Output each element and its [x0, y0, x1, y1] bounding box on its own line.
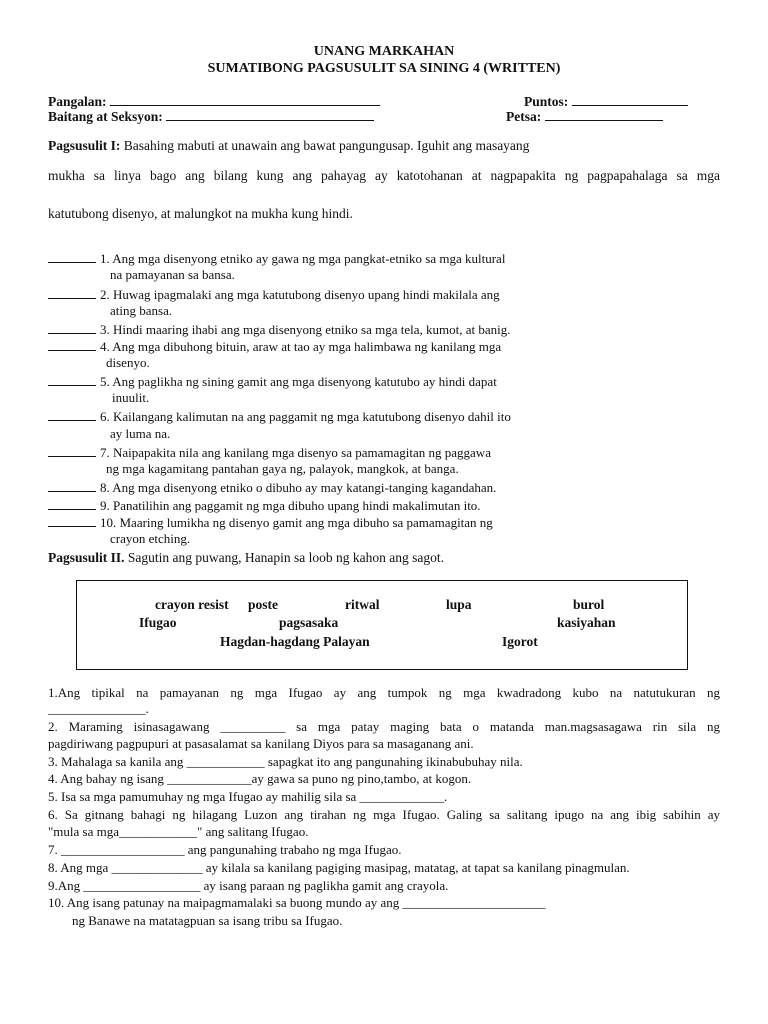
part1-item-6-cont: ay luma na. — [110, 426, 171, 441]
part2-label: Pagsusulit II. — [48, 550, 125, 565]
choice-pagsasaka: pagsasaka — [279, 615, 339, 630]
question-10-line2: ng Banawe na matatagpuan sa isang tribu sa Ifugao. — [72, 913, 343, 928]
part1-item-10-cont: crayon etching. — [110, 531, 191, 546]
answer-blank[interactable] — [48, 250, 96, 263]
answer-blank[interactable] — [48, 497, 96, 510]
part1-instruction-line2: mukha sa linya bago ang bilang kung ang pahayag ay katotohanan at nagpapakita ng pagpapahalaga sa mga — [48, 168, 720, 183]
part1-label: Pagsusulit I: — [48, 138, 121, 153]
question-6-line1: 6. Sa gitnang bahagi ng hilagang Luzon ang tirahan ng mga Ifugao. Galing sa salitang ipugo na ang ibig sabihin ay — [48, 807, 720, 822]
part1-instruction-line1 — [48, 138, 720, 154]
name-line — [110, 93, 380, 106]
part1-instruction-text: Basahing mabuti at unawain ang bawat pangungusap. Iguhit ang masayang — [123, 138, 530, 153]
name-label: Pangalan: — [48, 94, 107, 109]
grade-section-label: Baitang at Seksyon: — [48, 109, 163, 124]
answer-blank[interactable] — [48, 514, 96, 527]
choice-poste: poste — [248, 597, 278, 612]
part1-item-7: 7. Naipapakita nila ang kanilang mga disenyo sa pamamagitan ng paggawa — [48, 444, 491, 461]
question-2-line2: pagdiriwang pagpupuri at pasasalamat sa kanilang Diyos para sa masaganang ani. — [48, 736, 474, 751]
part1-instruction-line3: katutubong disenyo, at malungkot na mukha kung hindi. — [48, 206, 353, 221]
part1-item-5-cont: inuulit. — [112, 390, 150, 405]
answer-blank[interactable] — [48, 408, 96, 421]
part1-item-2: 2. Huwag ipagmalaki ang mga katutubong disenyo upang hindi makilala ang — [48, 286, 500, 303]
answer-blank[interactable] — [48, 321, 96, 334]
choice-burol: burol — [573, 597, 605, 612]
choice-ritwal: ritwal — [345, 597, 380, 612]
answer-blank[interactable] — [48, 479, 96, 492]
question-7: 7. ___________________ ang pangunahing trabaho ng mga Ifugao. — [48, 842, 402, 857]
question-6-line2: "mula sa mga____________" ang salitang Ifugao. — [48, 824, 309, 839]
question-1-line2: _______________. — [48, 701, 149, 716]
score-line — [572, 93, 688, 106]
part2-instruction — [48, 550, 720, 566]
answer-blank[interactable] — [48, 373, 96, 386]
choice-igorot: Igorot — [502, 634, 538, 649]
part1-item-5: 5. Ang paglikha ng sining gamit ang mga disenyong katutubo ay hindi dapat — [48, 373, 497, 390]
answer-blank[interactable] — [48, 444, 96, 457]
part2-instruction-text: Sagutin ang puwang, Hanapin sa loob ng kahon ang sagot. — [127, 550, 444, 565]
part1-item-9: 9. Panatilihin ang paggamit ng mga dibuho upang hindi makalimutan ito. — [48, 497, 481, 514]
quarter-heading: UNANG MARKAHAN — [313, 44, 455, 59]
part1-item-1: 1. Ang mga disenyong etniko ay gawa ng mga pangkat-etniko sa mga kultural — [48, 250, 505, 267]
question-4: 4. Ang bahay ng isang _____________ay gawa sa puno ng pino,tambo, at kogon. — [48, 771, 472, 786]
question-3: 3. Mahalaga sa kanila ang ____________ sapagkat ito ang pangunahing ikinabubuhay nila. — [48, 754, 523, 769]
choice-lupa: lupa — [446, 597, 472, 612]
grade-section-line — [166, 108, 374, 121]
answer-blank[interactable] — [48, 338, 96, 351]
score-label: Puntos: — [524, 94, 569, 109]
question-1-line1: 1.Ang tipikal na pamayanan ng mga Ifugao ay ang tumpok ng mga kwadradong kubo na natutukuran ng — [48, 685, 720, 700]
part1-item-3: 3. Hindi maaring ihabi ang mga disenyong etniko sa mga tela, kumot, at banig. — [48, 321, 511, 338]
question-9: 9.Ang __________________ ay isang paraan ng paglikha gamit ang crayola. — [48, 878, 449, 893]
choice-ifugao: Ifugao — [139, 615, 177, 630]
grade-section-field — [48, 108, 374, 125]
part1-item-8: 8. Ang mga disenyong etniko o dibuho ay may katangi-tanging kagandahan. — [48, 479, 496, 496]
question-10-line1: 10. Ang isang patunay na maipagmamalaki sa buong mundo ay ang ______________________ — [48, 895, 546, 910]
part1-item-1-cont: na pamayanan sa bansa. — [110, 267, 235, 282]
answer-blank[interactable] — [48, 286, 96, 299]
date-label: Petsa: — [506, 109, 542, 124]
test-title: SUMATIBONG PAGSUSULIT SA SINING 4 (WRITTEN) — [207, 61, 561, 76]
date-line — [545, 108, 663, 121]
question-2-line1: 2. Maraming isinasagawang __________ sa mga patay maging bata o matanda man.magsasagawa rin sila ng — [48, 719, 720, 734]
part1-item-2-cont: ating bansa. — [110, 303, 173, 318]
choice-hagdan-hagdang-palayan: Hagdan-hagdang Palayan — [220, 634, 370, 649]
date-field — [506, 108, 663, 125]
part1-item-4-cont: disenyo. — [106, 355, 150, 370]
question-8: 8. Ang mga ______________ ay kilala sa kanilang pagiging masipag, matatag, at tapat sa kanilang pinagmulan. — [48, 860, 630, 875]
question-5: 5. Isa sa mga pamumuhay ng mga Ifugao ay mahilig sila sa _____________. — [48, 789, 448, 804]
choice-kasiyahan: kasiyahan — [557, 615, 616, 630]
part1-item-6: 6. Kailangang kalimutan na ang paggamit ng mga katutubong disenyo dahil ito — [48, 408, 511, 425]
part1-item-10: 10. Maaring lumikha ng disenyo gamit ang mga dibuho sa pamamagitan ng — [48, 514, 493, 531]
part1-item-7-cont: ng mga kagamitang pantahan gaya ng, palayok, mangkok, at banga. — [106, 461, 459, 476]
part1-item-4: 4. Ang mga dibuhong bituin, araw at tao ay mga halimbawa ng kanilang mga — [48, 338, 501, 355]
choice-crayon-resist: crayon resist — [155, 597, 229, 612]
